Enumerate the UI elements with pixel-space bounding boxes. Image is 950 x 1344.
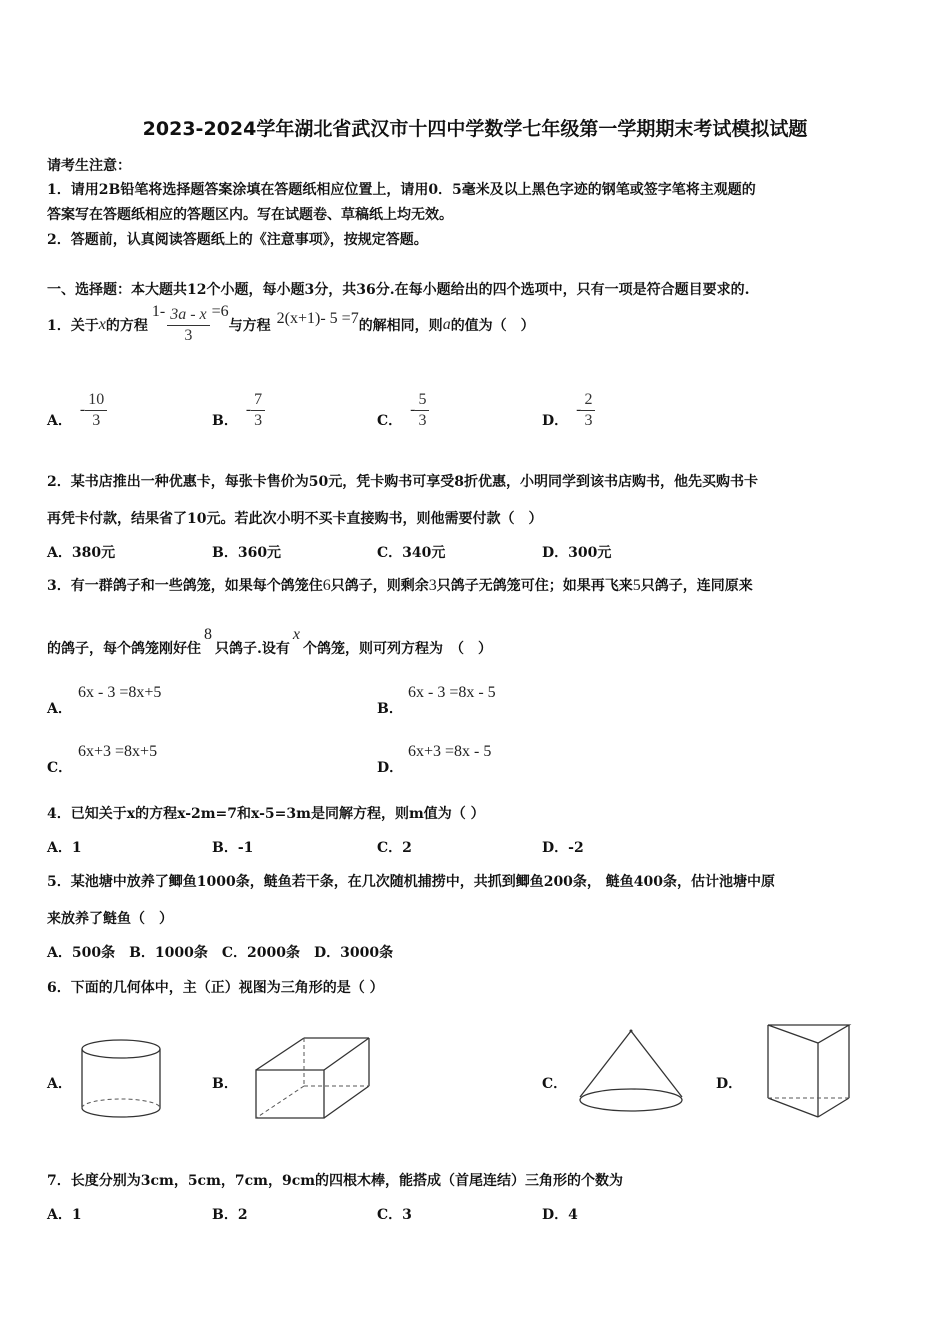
q3-text-2a: 的鸽子，每个鸽笼刚好住 xyxy=(47,641,201,657)
section-heading: 一、选择题：本大题共12个小题，每小题3分，共36分.在每小题给出的四个选项中，只有一项是符合题目要求的. xyxy=(47,282,750,298)
q6-option-c-label: C． xyxy=(542,1076,568,1092)
notice-heading: 请考生注意： xyxy=(47,158,131,174)
q3-option-b-eq: 6x - 3 =8x - 5 xyxy=(408,684,496,701)
q2-option-d: D．300元 xyxy=(542,545,612,561)
q1-text-1: 1．关于 xyxy=(47,318,99,334)
q1-option-c-num: 5 xyxy=(415,391,429,411)
q3-text-1c: 只鸽子无鸽笼可住；如果再飞来 xyxy=(436,578,633,594)
q3-text-1b: 只鸽子，则剩余 xyxy=(330,578,429,594)
question-6: 6．下面的几何体中，主（正）视图为三角形的是（ ） xyxy=(47,980,384,996)
q1-eq1-denominator: 3 xyxy=(184,326,193,344)
question-2-line-2: 再凭卡付款，结果省了10元。若此次小明不买卡直接购书，则他需要付款（ ） xyxy=(47,511,543,527)
q1-option-b-label: B． xyxy=(212,413,238,429)
q1-eq2: 2(x+1)- 5 =7 xyxy=(276,310,359,327)
q1-var-a: a xyxy=(442,316,451,333)
q6-option-a-label: A． xyxy=(47,1076,72,1092)
q1-option-a-sign: - xyxy=(79,401,86,418)
q1-eq1-right: =6 xyxy=(211,303,229,320)
q3-var-x: x xyxy=(292,626,300,643)
q1-option-c xyxy=(377,385,429,435)
q1-option-d-num: 2 xyxy=(581,391,595,411)
question-1 xyxy=(47,300,535,350)
q1-text-4: 的解相同，则 xyxy=(358,318,443,334)
q4-option-c: C．2 xyxy=(377,840,412,856)
q3-option-c-label: C． xyxy=(47,760,73,776)
q1-option-a-label: A． xyxy=(47,413,72,429)
question-3-line-1 xyxy=(47,575,753,595)
q1-option-a-fraction xyxy=(85,391,107,430)
cylinder-figure xyxy=(76,1036,166,1122)
question-4: 4．已知关于x的方程x-2m=7和x-5=3m是同解方程，则m值为（ ） xyxy=(47,806,485,822)
q1-option-d-label: D． xyxy=(542,413,569,429)
question-2-line-1: 2．某书店推出一种优惠卡，每张卡售价为50元，凭卡购书可享受8折优惠，小明同学到该书店购书，他先买购书卡 xyxy=(47,474,758,490)
question-3-line-2 xyxy=(47,626,492,658)
q5-options: A．500条 B．1000条 C．2000条 D．3000条 xyxy=(47,945,394,961)
q1-option-d xyxy=(542,385,595,435)
q3-option-a-eq: 6x - 3 =8x+5 xyxy=(78,684,162,701)
q1-option-c-sign: - xyxy=(410,401,416,418)
q3-text-1a: 3．有一群鸽子和一些鸽笼，如果每个鸽笼住 xyxy=(47,578,323,594)
q1-eq1-fraction xyxy=(167,306,209,345)
q1-option-b-fraction xyxy=(251,391,265,430)
q1-eq1-numerator: 3a - x xyxy=(167,306,209,326)
q2-option-c: C．340元 xyxy=(377,545,446,561)
q1-option-c-label: C． xyxy=(377,413,403,429)
q1-option-d-fraction xyxy=(581,391,595,430)
q1-option-a-den: 3 xyxy=(92,411,101,429)
q3-option-b-label: B． xyxy=(377,701,403,717)
q7-option-b: B．2 xyxy=(212,1207,248,1223)
q1-option-b-num: 7 xyxy=(251,391,265,411)
q1-text-5: 的值为（ ） xyxy=(450,318,535,334)
q3-text-2b: 只鸽子.设有 xyxy=(215,641,290,657)
q1-option-c-den: 3 xyxy=(418,411,427,429)
q3-option-a-label: A． xyxy=(47,701,72,717)
q7-option-d: D．4 xyxy=(542,1207,578,1223)
q1-option-d-sign: - xyxy=(576,401,582,418)
q1-option-b xyxy=(212,385,265,435)
question-5-line-1: 5．某池塘中放养了鲫鱼1000条，鲢鱼若干条，在几次随机捕捞中，共抓到鲫鱼200条， 鲢鱼400条，估计池塘中原 xyxy=(47,874,776,890)
q3-text-2c: 个鸽笼，则可列方程为 （ ） xyxy=(302,641,492,657)
q1-text-2: 的方程 xyxy=(105,318,148,334)
q4-option-b: B．-1 xyxy=(212,840,254,856)
q3-option-d-label: D． xyxy=(377,760,404,776)
q1-option-b-sign: - xyxy=(245,401,252,418)
q6-option-b-label: B． xyxy=(212,1076,238,1092)
q1-var-x: x xyxy=(98,316,106,333)
notice-line-2: 答案写在答题纸相应的答题区内。写在试题卷、草稿纸上均无效。 xyxy=(47,207,453,223)
page-title: 2023-2024学年湖北省武汉市十四中学数学七年级第一学期期末考试模拟试题 xyxy=(142,118,808,140)
q3-num-3: 3 xyxy=(428,577,437,594)
q1-option-a xyxy=(47,385,107,435)
q1-option-d-den: 3 xyxy=(584,411,593,429)
q4-option-d: D．-2 xyxy=(542,840,584,856)
notice-line-1: 1．请用2B铅笔将选择题答案涂填在答题纸相应位置上，请用0．5毫米及以上黑色字迹的钢笔或签字笔将主观题的 xyxy=(47,182,756,198)
q7-option-c: C．3 xyxy=(377,1207,412,1223)
q2-option-a: A．380元 xyxy=(47,545,116,561)
cuboid-figure xyxy=(250,1034,375,1124)
q1-text-3: 与方程 xyxy=(228,318,271,334)
q3-num-8: 8 xyxy=(204,626,212,643)
q3-text-1d: 只鸽子，连同原来 xyxy=(640,578,753,594)
q7-option-a: A．1 xyxy=(47,1207,82,1223)
q4-option-a: A．1 xyxy=(47,840,82,856)
q6-option-d-label: D． xyxy=(716,1076,743,1092)
q2-option-b: B．360元 xyxy=(212,545,282,561)
q3-option-d-eq: 6x+3 =8x - 5 xyxy=(408,743,492,760)
q1-option-a-num: 10 xyxy=(85,391,107,411)
q3-num-6: 6 xyxy=(322,577,331,594)
q1-eq1-left: 1- xyxy=(151,303,166,320)
notice-line-3: 2．答题前，认真阅读答题纸上的《注意事项》，按规定答题。 xyxy=(47,232,428,248)
q1-option-c-fraction xyxy=(415,391,429,430)
q1-option-b-den: 3 xyxy=(254,411,263,429)
q3-option-c-eq: 6x+3 =8x+5 xyxy=(78,743,158,760)
cone-figure xyxy=(575,1026,687,1118)
question-7: 7．长度分别为3cm，5cm，7cm，9cm的四根木棒，能搭成（首尾连结）三角形的个数为 xyxy=(47,1173,624,1189)
q3-num-5: 5 xyxy=(632,577,641,594)
question-5-line-2: 来放养了鲢鱼（ ） xyxy=(47,911,173,927)
triangular-prism-figure xyxy=(763,1020,855,1124)
